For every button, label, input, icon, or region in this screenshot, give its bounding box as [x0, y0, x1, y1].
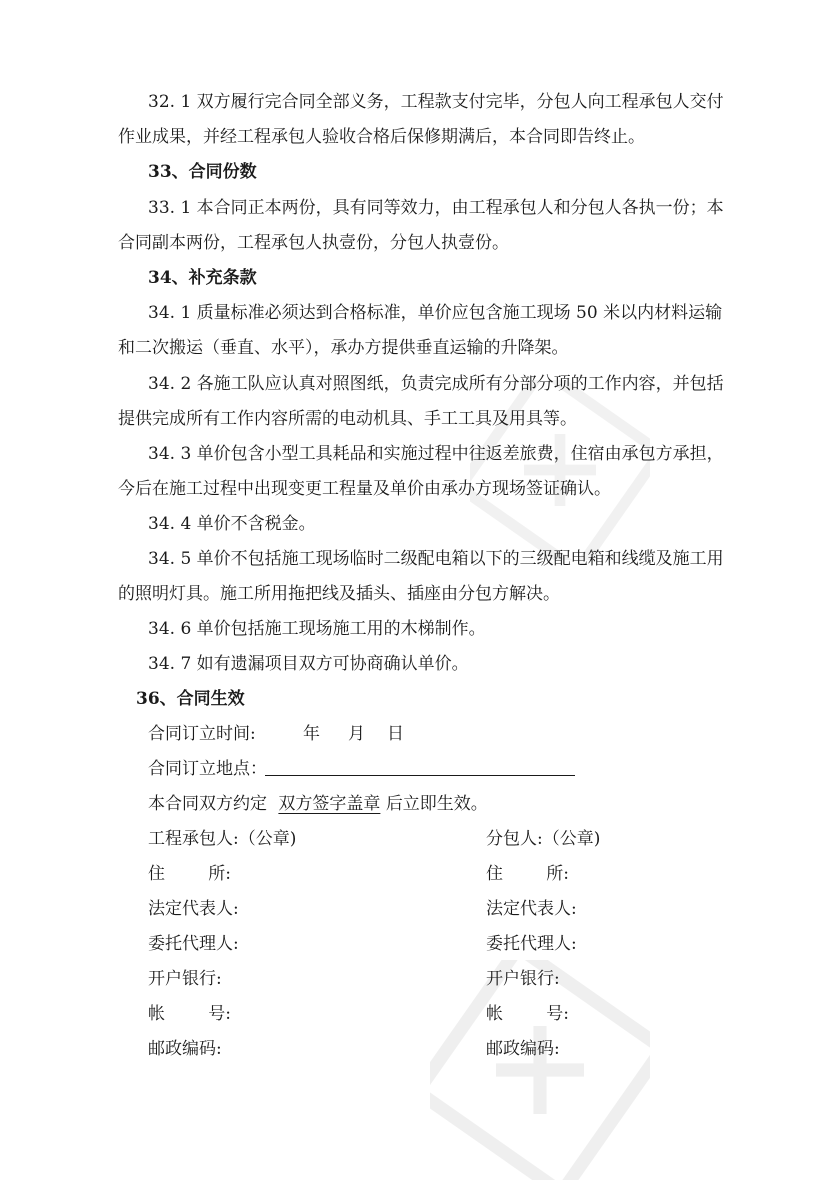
contractor-legal-rep-label: 法定代表人:	[148, 899, 239, 919]
clause-34-7-line: 34. 7 如有遗漏项目双方可协商确认单价。	[148, 654, 469, 674]
clause-34-5-line: 的照明灯具。施工所用拖把线及插头、插座由分包方解决。	[118, 584, 560, 604]
contractor-postcode-label: 邮政编码:	[148, 1039, 222, 1059]
subcontractor-seal-label: 分包人:（公章)	[486, 829, 601, 849]
effective-suffix: 后立即生效。	[385, 794, 488, 814]
clause-34-2-line: 34. 2 各施工队应认真对照图纸，负责完成所有分部分项的工作内容，并包括	[148, 374, 724, 394]
clause-34-1-line: 34. 1 质量标准必须达到合格标准，单价应包含施工现场 50 米以内材料运输	[148, 303, 723, 323]
effective-prefix: 本合同双方约定	[148, 794, 267, 814]
paragraph-33-1-line: 33. 1 本合同正本两份，具有同等效力，由工程承包人和分包人各执一份；本	[148, 198, 724, 218]
sign-year-label: 年	[303, 724, 320, 744]
effective-condition: 双方签字盖章	[278, 794, 381, 814]
paragraph-32-1-line: 32. 1 双方履行完合同全部义务，工程款支付完毕，分包人向工程承包人交付	[148, 92, 724, 112]
sign-place-blank	[265, 775, 575, 776]
subcontractor-agent-label: 委托代理人:	[486, 934, 577, 954]
subcontractor-bank-label: 开户银行:	[486, 969, 560, 989]
clause-34-3-line: 34. 3 单价包含小型工具耗品和实施过程中往返差旅费，住宿由承包方承担，	[148, 444, 724, 464]
clause-34-6-line: 34. 6 单价包括施工现场施工用的木梯制作。	[148, 619, 486, 639]
subcontractor-postcode-label: 邮政编码:	[486, 1039, 560, 1059]
paragraph-32-1-line: 作业成果，并经工程承包人验收合格后保修期满后，本合同即告终止。	[118, 127, 645, 147]
sign-day-label: 日	[387, 724, 404, 744]
watermark-icon	[430, 960, 650, 1180]
contractor-agent-label: 委托代理人:	[148, 934, 239, 954]
subcontractor-address-label: 住 所:	[486, 864, 569, 884]
contractor-address-label: 住 所:	[148, 864, 231, 884]
clause-34-5-line: 34. 5 单价不包括施工现场临时二级配电箱以下的三级配电箱和线缆及施工用	[148, 549, 724, 569]
clause-34-2-line: 提供完成所有工作内容所需的电动机具、手工工具及用具等。	[118, 409, 577, 429]
contractor-bank-label: 开户银行:	[148, 969, 222, 989]
contractor-account-label: 帐 号:	[148, 1004, 231, 1024]
section-heading-36: 36、合同生效	[136, 689, 245, 709]
sign-time-label: 合同订立时间:	[148, 724, 256, 744]
sign-place-label: 合同订立地点：	[148, 759, 267, 779]
contractor-seal-label: 工程承包人:（公章)	[148, 829, 297, 849]
section-heading-34: 34、补充条款	[148, 268, 257, 288]
subcontractor-legal-rep-label: 法定代表人:	[486, 899, 577, 919]
sign-month-label: 月	[348, 724, 365, 744]
clause-34-4-line: 34. 4 单价不含税金。	[148, 514, 316, 534]
clause-34-1-line: 和二次搬运（垂直、水平），承办方提供垂直运输的升降架。	[118, 338, 569, 358]
clause-34-3-line: 今后在施工过程中出现变更工程量及单价由承办方现场签证确认。	[118, 479, 611, 499]
paragraph-33-1-line: 合同副本两份，工程承包人执壹份，分包人执壹份。	[118, 233, 509, 253]
subcontractor-account-label: 帐 号:	[486, 1004, 569, 1024]
section-heading-33: 33、合同份数	[148, 162, 257, 182]
effective-clause	[148, 792, 488, 816]
